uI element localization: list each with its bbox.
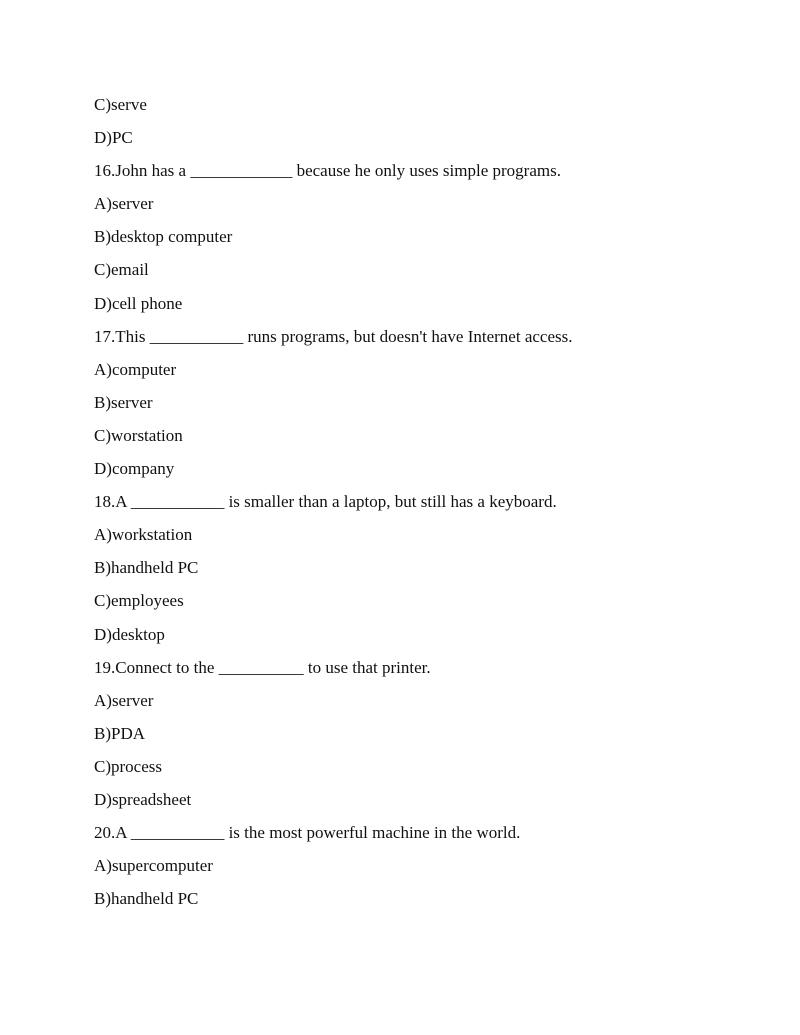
question-17: 17.This ___________ runs programs, but doesn't have Internet access. <box>94 326 573 346</box>
answer-option-b: B)desktop computer <box>94 227 233 247</box>
answer-option-d: D)cell phone <box>94 293 183 313</box>
answer-option-c: C)serve <box>94 95 147 114</box>
answer-option-c: C)worstation <box>94 425 183 445</box>
question-19: 19.Connect to the __________ to use that printer. <box>94 657 431 677</box>
answer-option-a: A)server <box>94 194 154 214</box>
question-20: 20.A ___________ is the most powerful machine in the world. <box>94 823 521 843</box>
answer-option-a: A)computer <box>94 359 177 379</box>
answer-option-d: D)company <box>94 459 175 479</box>
answer-option-d: D)spreadsheet <box>94 789 192 809</box>
question-16: 16.John has a ____________ because he only uses simple programs. <box>94 161 561 181</box>
answer-option-c: C)email <box>94 260 149 280</box>
quiz-content <box>94 92 754 919</box>
answer-option-d: D)desktop <box>94 624 165 644</box>
answer-option-a: A)workstation <box>94 525 193 545</box>
answer-option-b: B)handheld PC <box>94 558 199 578</box>
answer-option-c: C)employees <box>94 591 184 611</box>
answer-option-b: B)server <box>94 392 153 412</box>
answer-option-a: A)server <box>94 690 154 710</box>
answer-option-d: D)PC <box>94 128 133 148</box>
answer-option-b: B)PDA <box>94 723 146 743</box>
answer-option-c: C)process <box>94 756 162 776</box>
answer-option-a: A)supercomputer <box>94 856 213 876</box>
question-18: 18.A ___________ is smaller than a laptop, but still has a keyboard. <box>94 492 557 512</box>
answer-option-b: B)handheld PC <box>94 889 199 909</box>
